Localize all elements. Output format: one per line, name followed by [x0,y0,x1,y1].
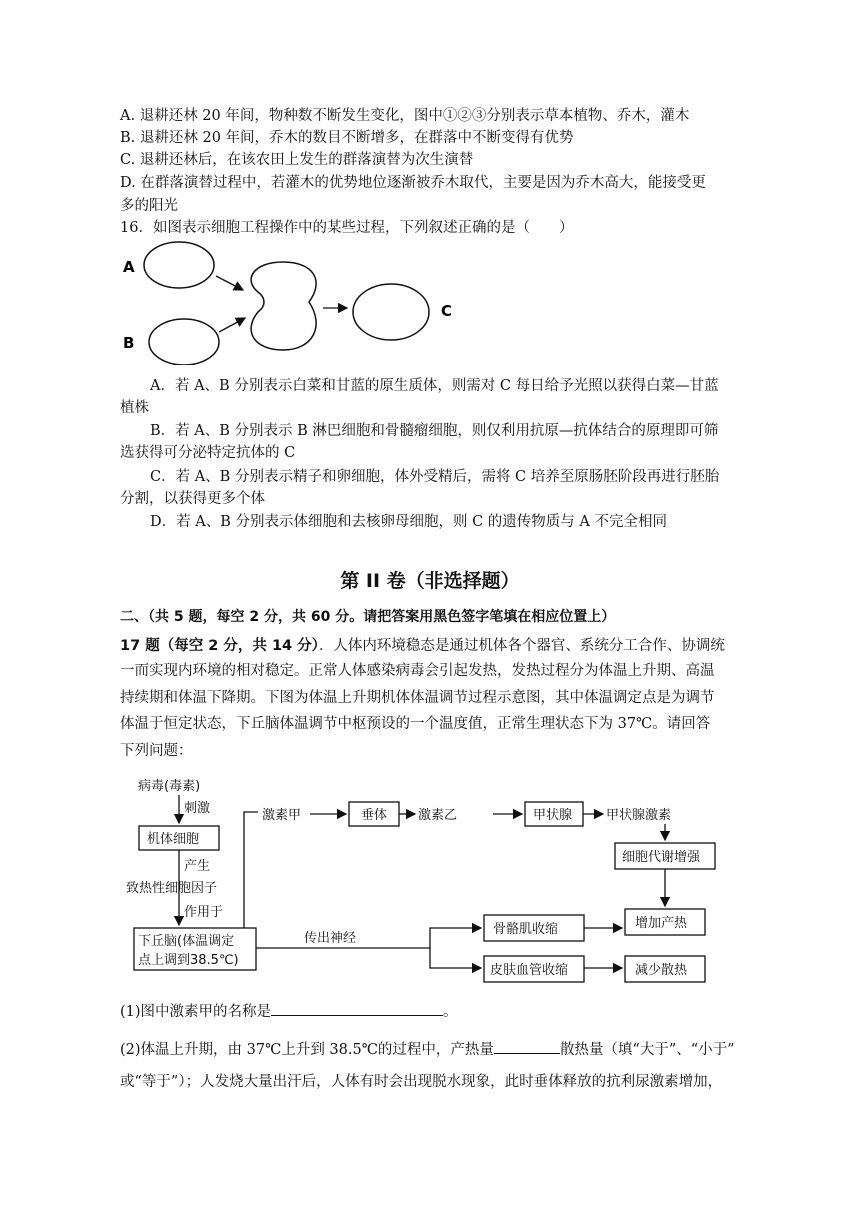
node-hormone-b: 激素乙 [418,808,458,823]
q17-stem-line2: 一而实现内环境的相对稳定。正常人体感染病毒会引起发热，发热过程分为体温上升期、高温 [120,663,715,679]
cell-a [144,242,214,288]
q17-q2a: (2)体温上升期，由 37℃上升到 38.5℃的过程中，产热量 [120,1042,494,1058]
q17-lead: 17 题（每空 2 分，共 14 分） [120,638,319,654]
label-acts-on: 作用于 [184,905,224,920]
q16-option-c: C．若 A、B 分别表示精子和卵细胞，体外受精后，需将 C 培养至原肠胚阶段再进行胚胎 [150,469,720,485]
label-produce: 产生 [184,859,211,874]
q15-option-b: B. 退耕还林 20 年间，乔木的数目不断增多，在群落中不断变得有优势 [120,130,574,146]
node-thyroid-hormone: 甲状腺激素 [606,808,672,823]
q17-sub1 [120,1001,458,1022]
q16-stem: 16．如图表示细胞工程操作中的某些过程，下列叙述正确的是（ ） [120,220,574,236]
q16-option-b-cont: 选获得可分泌特定抗体的 C [120,445,296,461]
q17-stem-line5: 下列问题： [120,743,193,759]
cell-c [353,284,429,340]
node-vessel: 皮肤血管收缩 [490,963,569,978]
q17-sub2 [120,1039,735,1060]
q17-stem-line3: 持续期和体温下降期。下图为体温上升期机体体温调节过程示意图，其中体温调定点是为调节 [120,690,715,706]
label-stimulate: 刺激 [184,801,211,816]
node-body-cells: 机体细胞 [147,832,200,847]
q15-option-d-cont: 多的阳光 [120,198,178,214]
q17-q2b: 散热量（填“大于”、“小于” [559,1042,735,1058]
answer-blank-1[interactable] [271,1001,443,1016]
q17-q1-end: 。 [443,1004,458,1020]
node-hypothalamus-line1: 下丘脑(体温调定 [138,934,235,949]
node-hypothalamus-line2: 点上调到38.5℃) [138,953,239,968]
node-hormone-a: 激素甲 [262,808,302,823]
q16-option-c-cont: 分割，以获得更多个体 [120,491,265,507]
answer-blank-2[interactable] [494,1039,560,1054]
node-virus: 病毒(毒素) [138,779,201,794]
q17-sub2-cont: 或“等于”）；人发烧大量出汗后，人体有时会出现脱水现象，此时垂体释放的抗利尿激素增加， [120,1074,723,1090]
q15-option-c: C. 退耕还林后，在该农田上发生的群落演替为次生演替 [120,152,474,168]
label-b: B [123,334,135,352]
node-pyrogen: 致热性细胞因子 [126,881,218,896]
node-muscle: 骨骼肌收缩 [493,922,559,937]
node-heat-up: 增加产热 [635,916,688,931]
q17-stem1: ．人体内环境稳态是通过机体各个器官、系统分工合作、协调统 [318,638,725,654]
q15-option-a: A. 退耕还林 20 年间，物种数不断发生变化，图中①②③分别表示草本植物、乔木，灌木 [120,108,690,124]
label-efferent-nerve: 传出神经 [304,931,357,946]
node-metabolism: 细胞代谢增强 [622,850,701,865]
label-c: C [441,302,453,320]
q15-option-d: D. 在群落演替过程中，若灌木的优势地位逐渐被乔木取代，主要是因为乔木高大，能接受更 [120,175,706,191]
q17-stem-line4: 体温于恒定状态，下丘脑体温调节中枢预设的一个温度值，正常生理状态下为 37℃。请回答 [120,716,711,732]
q16-option-a: A．若 A、B 分别表示白菜和甘蓝的原生质体，则需对 C 每日给予光照以获得白菜—甘蓝 [150,378,719,394]
arrow-a [216,276,243,290]
q16-option-b: B．若 A、B 分别表示 B 淋巴细胞和骨髓瘤细胞，则仅利用抗原—抗体结合的原理即可筛 [150,423,719,439]
cell-fusion-figure [115,240,475,365]
node-pituitary: 垂体 [361,808,388,823]
q16-option-d: D．若 A、B 分别表示体细胞和去核卵母细胞，则 C 的遗传物质与 A 不完全相同 [150,514,667,530]
cell-b [149,319,219,365]
fusing-cell [251,262,316,350]
thermoregulation-diagram [120,770,740,990]
node-heat-down: 减少散热 [635,963,688,978]
label-a: A [123,258,135,276]
section-header: 二、（共 5 题，每空 2 分，共 60 分。请把答案用黑色签字笔填在相应位置上） [120,609,616,625]
section-title: 第 II 卷（非选择题） [340,570,520,592]
q17-q1: (1)图中激素甲的名称是 [120,1004,272,1020]
q16-option-a-cont: 植株 [120,400,149,416]
arrow-b [219,318,245,332]
q17-stem-line1 [120,636,725,656]
node-thyroid: 甲状腺 [533,808,573,823]
